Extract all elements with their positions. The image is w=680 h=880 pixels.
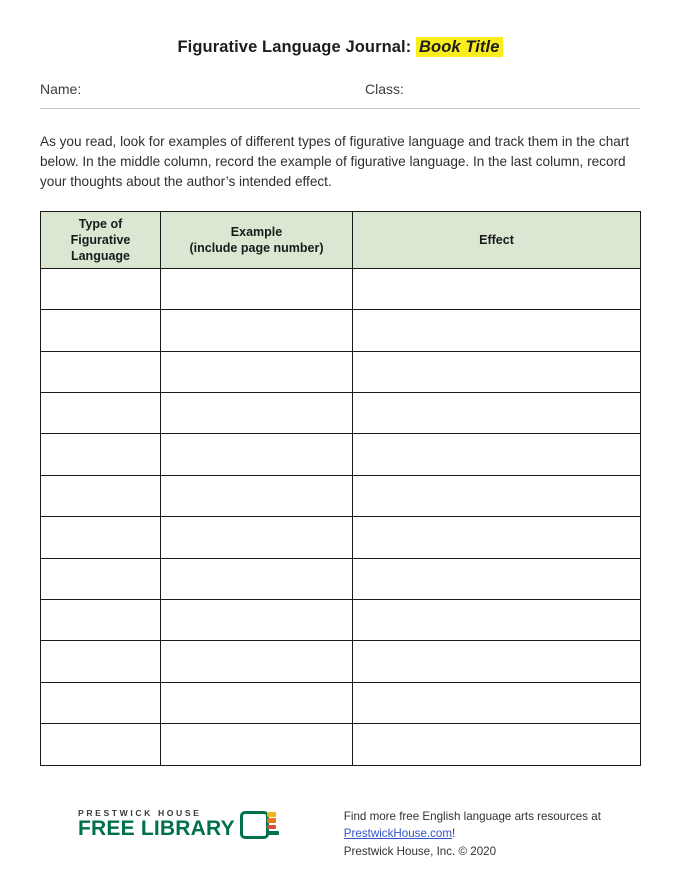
cell-effect[interactable] (353, 475, 641, 516)
name-class-divider (40, 108, 640, 109)
instructions-paragraph: As you read, look for examples of different types of figurative language and track them in the chart below. In the middle column, record the example of figurative language. In the last column, record your thoughts about the author’s intended effect. (40, 134, 630, 189)
worksheet-page (40, 0, 640, 766)
page-title (40, 38, 640, 57)
cell-effect[interactable] (353, 310, 641, 351)
bookmark-bar-yellow (267, 812, 276, 817)
title-text: Figurative Language Journal: (177, 38, 417, 56)
logo-free-library-text: FREE LIBRARY (78, 817, 235, 840)
cell-effect[interactable] (353, 641, 641, 682)
column-header-effect (353, 211, 641, 268)
table-row (41, 558, 641, 599)
cell-type-of-figurative-language[interactable] (41, 393, 161, 434)
cell-example[interactable] (161, 351, 353, 392)
bookmark-bars (267, 812, 279, 837)
cell-type-of-figurative-language[interactable] (41, 310, 161, 351)
name-class-row (40, 81, 640, 99)
tablet-book-icon (240, 809, 280, 840)
header-line: Effect (479, 232, 514, 247)
book-title-highlight: Book Title (416, 37, 502, 57)
cell-example[interactable] (161, 682, 353, 723)
cell-example[interactable] (161, 558, 353, 599)
header-line: Figurative (70, 232, 131, 247)
cell-type-of-figurative-language[interactable] (41, 682, 161, 723)
prestwick-house-free-library-logo (78, 808, 280, 840)
table-row (41, 682, 641, 723)
header-line: (include page number) (189, 240, 324, 255)
cell-type-of-figurative-language[interactable] (41, 434, 161, 475)
copyright-line: Prestwick House, Inc. © 2020 (343, 844, 497, 858)
footer-text-block (344, 808, 680, 860)
table-row (41, 600, 641, 641)
cell-effect[interactable] (353, 682, 641, 723)
table-row (41, 310, 641, 351)
table-row (41, 641, 641, 682)
cell-example[interactable] (161, 517, 353, 558)
cell-effect[interactable] (353, 600, 641, 641)
table-row (41, 393, 641, 434)
header-line: Language (70, 248, 131, 263)
resources-text-suffix: ! (452, 827, 456, 841)
cell-type-of-figurative-language[interactable] (41, 558, 161, 599)
resources-line (344, 808, 680, 843)
tablet-home-dot (253, 834, 256, 836)
class-label: Class: (365, 81, 404, 97)
table-row (41, 475, 641, 516)
cell-effect[interactable] (353, 393, 641, 434)
cell-type-of-figurative-language[interactable] (41, 475, 161, 516)
table-row (41, 351, 641, 392)
cell-effect[interactable] (353, 558, 641, 599)
cell-example[interactable] (161, 475, 353, 516)
table-row (41, 268, 641, 309)
resources-text: Find more free English language arts resources at (343, 810, 601, 823)
cell-example[interactable] (161, 310, 353, 351)
cell-example[interactable] (161, 641, 353, 682)
cell-type-of-figurative-language[interactable] (41, 600, 161, 641)
header-line: Type of (78, 216, 123, 231)
cell-effect[interactable] (353, 351, 641, 392)
prestwickhouse-link[interactable]: PrestwickHouse.com (343, 827, 453, 841)
logo-text (78, 808, 235, 840)
cell-example[interactable] (161, 268, 353, 309)
table-row (41, 724, 641, 765)
bookmark-bar-orange (267, 818, 276, 823)
cell-example[interactable] (161, 724, 353, 765)
logo-prestwick-house-text: PRESTWICK HOUSE (78, 808, 202, 818)
cell-type-of-figurative-language[interactable] (41, 641, 161, 682)
column-header-type (41, 211, 161, 268)
table-row (41, 517, 641, 558)
cell-effect[interactable] (353, 517, 641, 558)
bookmark-bar-green (267, 831, 279, 836)
cell-type-of-figurative-language[interactable] (41, 268, 161, 309)
cell-example[interactable] (161, 393, 353, 434)
cell-type-of-figurative-language[interactable] (41, 517, 161, 558)
cell-effect[interactable] (353, 434, 641, 475)
bookmark-bar-red (267, 825, 276, 830)
cell-example[interactable] (161, 434, 353, 475)
cell-effect[interactable] (353, 724, 641, 765)
cell-example[interactable] (161, 600, 353, 641)
cell-type-of-figurative-language[interactable] (41, 351, 161, 392)
table-body (41, 268, 641, 765)
cell-type-of-figurative-language[interactable] (41, 724, 161, 765)
tablet-outline (240, 811, 269, 839)
figurative-language-table (40, 211, 641, 766)
name-label: Name: (40, 81, 82, 97)
table-row (41, 434, 641, 475)
header-line: Example (230, 224, 283, 239)
page-footer (0, 808, 680, 860)
column-header-example (161, 211, 353, 268)
table-header (41, 211, 641, 268)
cell-effect[interactable] (353, 268, 641, 309)
